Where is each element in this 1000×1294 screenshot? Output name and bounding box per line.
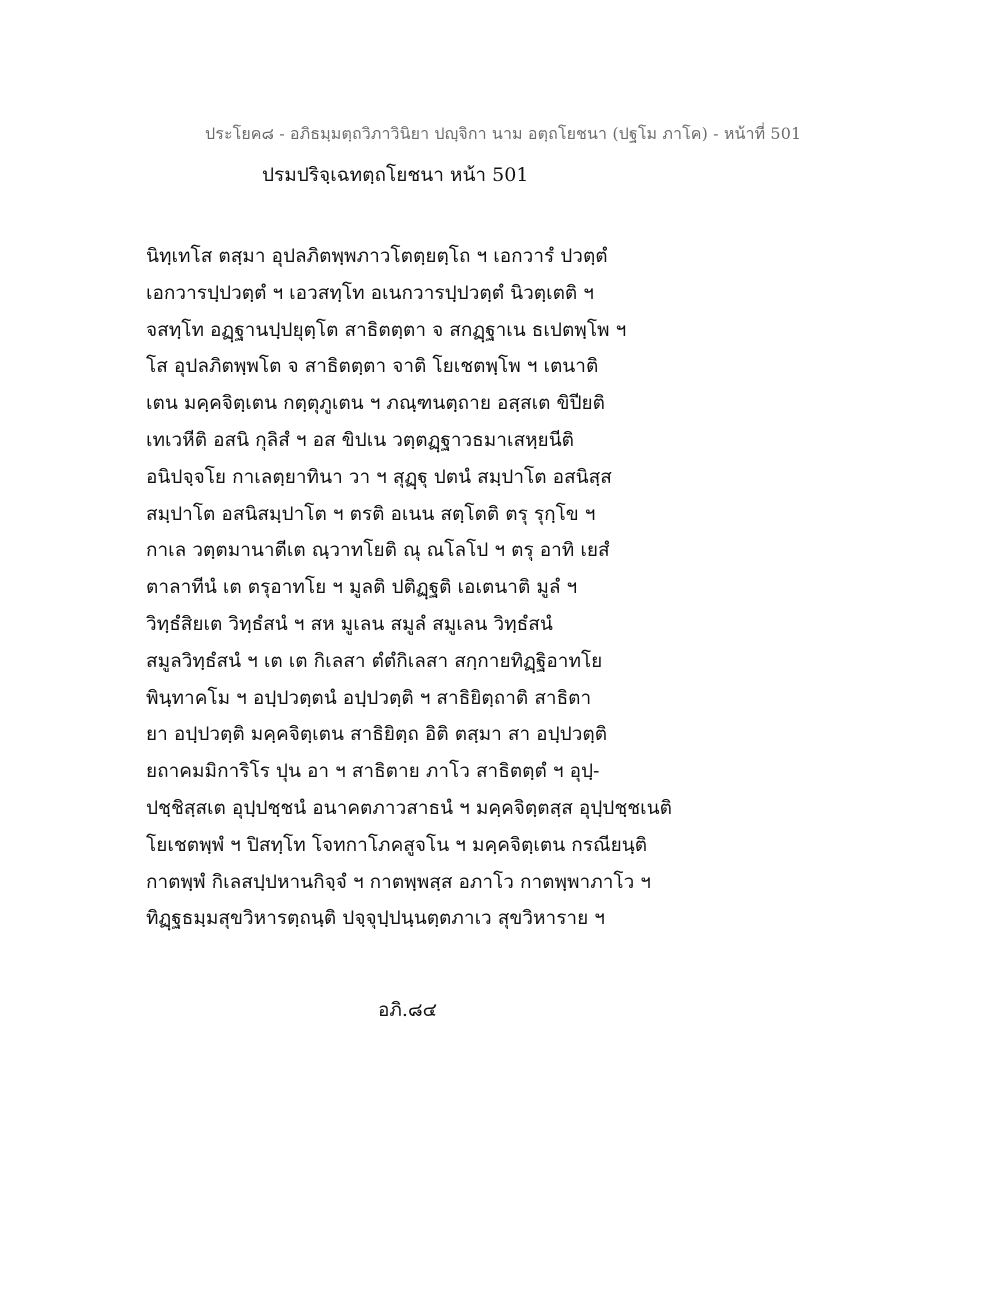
page-signature: อภิ.๘๔ — [378, 999, 438, 1021]
text-line: โยเชตพฺพํ ฯ ปิสทฺโท โจทกาโภคสูจโน ฯ มคฺคจิตฺเตน กรณียนฺติ — [146, 833, 648, 856]
text-line: พินฺทาคโม ฯ อปฺปวตฺตนํ อปฺปวตฺติ ฯ สาธิยิตฺถาติ สาธิตา — [146, 686, 592, 709]
running-header: ประโยค๘ - อภิธมฺมตฺถวิภาวินิยา ปญฺจิกา นาม อตฺถโยชนา (ปฐโม ภาโค) - หน้าที่ 501 — [205, 124, 802, 143]
text-line: ตาลาทีนํ เต ตรุอาทโย ฯ มูลติ ปติฏฺฐติ เอเตนาติ มูลํ ฯ — [146, 576, 578, 599]
text-line: ยถาคมมิการิโร ปุน อา ฯ สาธิตาย ภาโว สาธิตตฺตํ ฯ อุปฺ- — [146, 760, 600, 783]
text-line: กาเล วตฺตมานาตีเต ณฺวาทโยติ ณุ ณโลโป ฯ ตรุ อาทิ เยสํ — [146, 539, 610, 562]
text-line: สมูลวิทฺธํสนํ ฯ เต เต กิเลสา ตํตํกิเลสา สกฺกายทิฏฺฐิอาทโย — [146, 649, 603, 672]
section-title: ปรมปริจฺเฉทตฺถโยชนา หน้า 501 — [262, 164, 529, 186]
text-line: ทิฏฺฐธมฺมสุขวิหารตฺถนฺติ ปจฺจุปฺปนฺนตฺตภาเว สุขวิหาราย ฯ — [146, 907, 605, 930]
body-text — [146, 238, 846, 937]
text-line: จสทฺโท อฏฺฐานปฺปยุตฺโต สาธิตตฺตา จ สกฏฺฐาเน ธเปตพฺโพ ฯ — [146, 318, 627, 341]
text-line: เตน มคฺคจิตฺเตน กตฺตุภูเตน ฯ ภณฺฑนตฺถาย อสฺสเต ขิปียติ — [146, 392, 606, 415]
text-line: โส อุปลภิตพฺพโต จ สาธิตตฺตา จาติ โยเชตพฺโพ ฯ เตนาติ — [146, 355, 599, 378]
text-line: เอกวารปฺปวตฺตํ ฯ เอวสทฺโท อเนกวารปฺปวตฺตํ นิวตฺเตติ ฯ — [146, 281, 594, 304]
text-line: กาตพฺพํ กิเลสปฺปหานกิจฺจํ ฯ กาตพฺพสฺส อภาโว กาตพฺพาภาโว ฯ — [146, 870, 651, 893]
text-line: วิทฺธํสิยเต วิทฺธํสนํ ฯ สห มูเลน สมูลํ สมูเลน วิทฺธํสนํ — [146, 612, 553, 635]
text-line: เทเวหีติ อสนิ กุลิสํ ฯ อส ขิปเน วตฺตฏฺฐาวธมาเสหฺยนีติ — [146, 428, 575, 451]
text-line: นิทฺเทโส ตสฺมา อุปลภิตพฺพภาวโตตฺยตฺโถ ฯ เอกวารํ ปวตฺตํ — [146, 245, 608, 267]
text-line: ปชฺชิสฺสเต อุปฺปชฺชนํ อนาคตภาวสาธนํ ฯ มคฺคจิตฺตสฺส อุปฺปชฺชเนติ — [146, 796, 672, 819]
text-line: ยา อปฺปวตฺติ มคฺคจิตฺเตน สาธิยิตฺถ อิติ ตสฺมา สา อปฺปวตฺติ — [146, 723, 608, 746]
text-line: อนิปจฺจโย กาเลตฺยาทินา วา ฯ สุฏฺฐุ ปตนํ สมฺปาโต อสนิสฺส — [146, 465, 612, 488]
text-line: สมฺปาโต อสนิสมฺปาโต ฯ ตรติ อเนน สตฺโตติ ตรุ รุกฺโข ฯ — [146, 502, 596, 525]
